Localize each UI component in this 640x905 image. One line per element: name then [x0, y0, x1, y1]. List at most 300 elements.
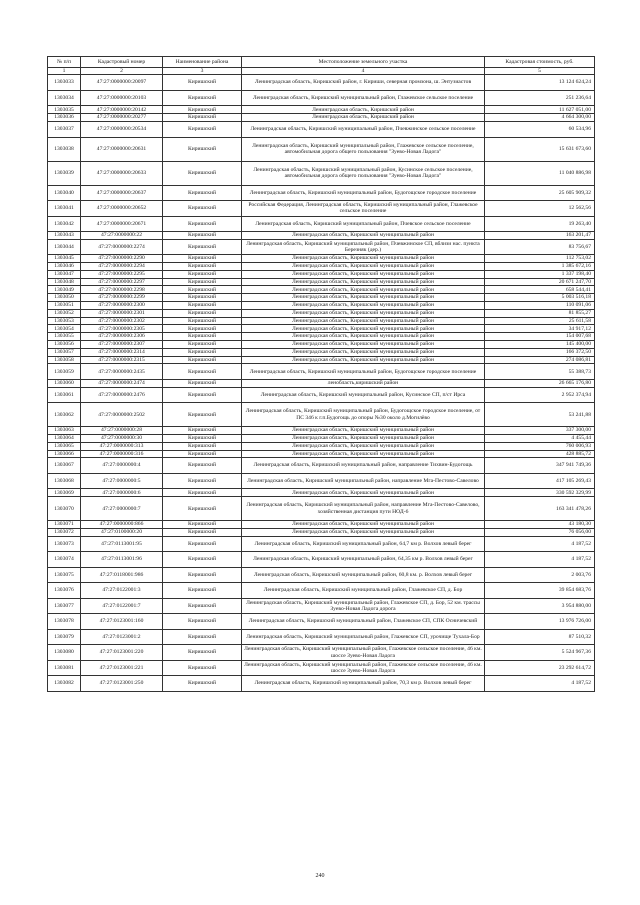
cadastral-number: 47:27:0000000:2314: [81, 348, 163, 356]
district-name: Киришский: [163, 497, 242, 521]
row-number: 1303066: [48, 450, 81, 458]
table-row: [48, 302, 595, 310]
row-number: 1303052: [48, 309, 81, 317]
plot-location: Ленинградская область, Киришский муниципальный район, Глажевское СП, СПК Осничевский: [242, 614, 485, 630]
cadastral-value: 5 524 967,36: [485, 645, 595, 661]
table-row: [48, 458, 595, 474]
row-number: 1303049: [48, 286, 81, 294]
table-row: [48, 341, 595, 349]
row-number: 1303072: [48, 529, 81, 537]
cadastral-value: 43 180,30: [485, 521, 595, 529]
register-sheet: [47, 56, 594, 692]
plot-location: Ленинградская область, Киришский муниципальный район, Глажевское сельское поселение, 46 км. шоссе Зуево-Новая Ладога: [242, 660, 485, 676]
cadastral-number: 47:27:0100000:20: [81, 529, 163, 537]
row-number: 1303082: [48, 676, 81, 692]
cadastral-number: 47:27:0000000:2298: [81, 286, 163, 294]
plot-location: Ленинградская область, Киришский муниципальный район, Будогощское городское поселение: [242, 364, 485, 380]
table-row: [48, 232, 595, 240]
land-plots-table: [47, 56, 595, 692]
district-name: Киришский: [163, 317, 242, 325]
row-number: 1303058: [48, 356, 81, 364]
plot-location: Ленинградская область, Киришский муниципальный район: [242, 270, 485, 278]
table-row: [48, 270, 595, 278]
cadastral-value: 11 627 051,00: [485, 106, 595, 114]
row-number: 1303046: [48, 263, 81, 271]
table-row: [48, 379, 595, 387]
plot-location: Ленинградская область, Киришский район: [242, 114, 485, 122]
plot-location: Ленинградская область, Киришский муниципальный район: [242, 529, 485, 537]
district-name: Киришский: [163, 379, 242, 387]
cadastral-number: 47:27:0000000:7: [81, 497, 163, 521]
district-name: Киришский: [163, 185, 242, 201]
table-body: [48, 75, 595, 691]
cadastral-number: 47:27:0122001:3: [81, 583, 163, 599]
plot-location: Ленинградская область, Киришский район: [242, 106, 485, 114]
plot-location: Ленинградская область, Киришский муниципальный район: [242, 255, 485, 263]
row-number: 1303039: [48, 161, 81, 185]
district-name: Киришский: [163, 536, 242, 552]
district-name: Киришский: [163, 427, 242, 435]
row-number: 1303076: [48, 583, 81, 599]
header-cadastral: Кадастровый номер: [81, 57, 163, 68]
plot-location: Ленинградская область, Киришский муниципальный район, 64,35 км р. Волхов левый берег: [242, 552, 485, 568]
cadastral-value: 4 455,44: [485, 435, 595, 443]
district-name: Киришский: [163, 521, 242, 529]
row-number: 1303070: [48, 497, 81, 521]
district-name: Киришский: [163, 356, 242, 364]
header-row: [48, 57, 595, 68]
row-number: 1303053: [48, 317, 81, 325]
plot-location: Российская Федерация, Ленинградская область, Киришский муниципальный район, Глажевское сельское поселение: [242, 201, 485, 217]
plot-location: Ленинградская область, Киришский муниципальный район: [242, 489, 485, 497]
row-number: 1303051: [48, 302, 81, 310]
row-number: 1303048: [48, 278, 81, 286]
cadastral-value: 12 562,56: [485, 201, 595, 217]
cadastral-value: 4 187,52: [485, 536, 595, 552]
cadastral-number: 47:27:0000000:20103: [81, 90, 163, 106]
cadastral-number: 47:27:0123001:250: [81, 676, 163, 692]
table-row: [48, 450, 595, 458]
district-name: Киришский: [163, 309, 242, 317]
table-row: [48, 356, 595, 364]
cadastral-number: 47:27:0000000:2306: [81, 333, 163, 341]
row-number: 1303061: [48, 387, 81, 403]
row-number: 1303045: [48, 255, 81, 263]
cadastral-number: 47:27:0000000:2315: [81, 356, 163, 364]
district-name: Киришский: [163, 450, 242, 458]
plot-location: ленобласть,киришский район: [242, 379, 485, 387]
plot-location: Ленинградская область, Киришский муниципальный район: [242, 427, 485, 435]
plot-location: Ленинградская область, Киришский муниципальный район, Будогощское городское поселение: [242, 185, 485, 201]
table-row: [48, 137, 595, 161]
cadastral-number: 47:27:0000000:2435: [81, 364, 163, 380]
cadastral-number: 47:27:0113001:95: [81, 536, 163, 552]
table-row: [48, 529, 595, 537]
table-row: [48, 286, 595, 294]
table-row: [48, 185, 595, 201]
cadastral-value: 110 091,06: [485, 302, 595, 310]
row-number: 1303059: [48, 364, 81, 380]
row-number: 1303071: [48, 521, 81, 529]
plot-location: Ленинградская область, Киришский муниципальный район, направление Тихвин-Будогощь: [242, 458, 485, 474]
district-name: Киришский: [163, 583, 242, 599]
cadastral-number: 47:27:0123001:160: [81, 614, 163, 630]
table-row: [48, 645, 595, 661]
plot-location: Ленинградская область, Киришский муниципальный район, Будогощское городское поселение, от ПС 346 к г.п.Будогощь до опоры №30 около д.Могилёво: [242, 403, 485, 427]
cadastral-number: 47:27:0000000:866: [81, 521, 163, 529]
plot-location: Ленинградская область, Киришский муниципальный район: [242, 286, 485, 294]
plot-location: Ленинградская область, Киришский муниципальный район, Глажевское СП, д. Бор, 52 км. трассы Зуево-Новая Ладога дорога: [242, 598, 485, 614]
row-number: 1303037: [48, 122, 81, 138]
district-name: Киришский: [163, 325, 242, 333]
plot-location: Ленинградская область, Киришский муниципальный район, Глажевское сельское поселение, автомобильная дорога общего пользования "Зуево-Новая Ладога": [242, 137, 485, 161]
plot-location: Ленинградская область, Киришский муниципальный район, Пчевжинское СП, вблизи нас. пункта Березняк (дер.): [242, 239, 485, 255]
plot-location: Ленинградская область, Киришский муниципальный район, Глажевское СП, урочище Тухала-Бор: [242, 629, 485, 645]
cadastral-value: 154 007,68: [485, 333, 595, 341]
cadastral-value: 87 510,32: [485, 629, 595, 645]
table-row: [48, 403, 595, 427]
row-number: 1303038: [48, 137, 81, 161]
row-number: 1303069: [48, 489, 81, 497]
table-row: [48, 294, 595, 302]
table-row: [48, 317, 595, 325]
cadastral-number: 47:27:0000000:20671: [81, 216, 163, 232]
plot-location: Ленинградская область, Киришский муниципальный район: [242, 341, 485, 349]
cadastral-value: 26 665 176,80: [485, 379, 595, 387]
table-row: [48, 263, 595, 271]
table-row: [48, 567, 595, 583]
cadastral-number: 47:27:0000000:313: [81, 442, 163, 450]
table-row: [48, 552, 595, 568]
table-row: [48, 309, 595, 317]
row-number: 1303074: [48, 552, 81, 568]
district-name: Киришский: [163, 403, 242, 427]
row-number: 1303050: [48, 294, 81, 302]
cadastral-number: 47:27:0000000:2294: [81, 263, 163, 271]
cadastral-number: 47:27:0000000:30: [81, 435, 163, 443]
district-name: Киришский: [163, 341, 242, 349]
cadastral-number: 47:27:0000000:2307: [81, 341, 163, 349]
cadastral-number: 47:27:0000000:2301: [81, 309, 163, 317]
plot-location: Ленинградская область, Киришский муниципальный район, 70,3 км р. Волхов левый берег: [242, 676, 485, 692]
plot-location: Ленинградская область, Киришский муниципальный район: [242, 278, 485, 286]
cadastral-value: 4 664 300,00: [485, 114, 595, 122]
column-number: 5: [485, 68, 595, 75]
row-number: 1303075: [48, 567, 81, 583]
column-number: 4: [242, 68, 485, 75]
row-number: 1303044: [48, 239, 81, 255]
cadastral-number: 47:27:0000000:5: [81, 473, 163, 489]
district-name: Киришский: [163, 137, 242, 161]
cadastral-value: 2 952 374,94: [485, 387, 595, 403]
cadastral-number: 47:27:0123001:220: [81, 645, 163, 661]
cadastral-number: 47:27:0000000:2274: [81, 239, 163, 255]
table-row: [48, 521, 595, 529]
district-name: Киришский: [163, 294, 242, 302]
table-row: [48, 536, 595, 552]
cadastral-number: 47:27:0113001:96: [81, 552, 163, 568]
row-number: 1303034: [48, 90, 81, 106]
cadastral-number: 47:27:0000000:20633: [81, 161, 163, 185]
cadastral-value: 53 241,88: [485, 403, 595, 427]
district-name: Киришский: [163, 263, 242, 271]
table-row: [48, 122, 595, 138]
cadastral-value: 337 300,00: [485, 427, 595, 435]
table-row: [48, 216, 595, 232]
district-name: Киришский: [163, 122, 242, 138]
district-name: Киришский: [163, 333, 242, 341]
district-name: Киришский: [163, 75, 242, 91]
plot-location: Ленинградская область, Киришский муниципальный район: [242, 302, 485, 310]
district-name: Киришский: [163, 529, 242, 537]
cadastral-value: 251 236,64: [485, 90, 595, 106]
row-number: 1303064: [48, 435, 81, 443]
table-row: [48, 387, 595, 403]
cadastral-value: 83 756,67: [485, 239, 595, 255]
cadastral-value: 20 671 247,70: [485, 278, 595, 286]
plot-location: Ленинградская область, Киришский муниципальный район: [242, 294, 485, 302]
cadastral-value: 39 854 683,76: [485, 583, 595, 599]
cadastral-value: 19 263,40: [485, 216, 595, 232]
table-row: [48, 348, 595, 356]
cadastral-value: 11 040 886,98: [485, 161, 595, 185]
row-number: 1303033: [48, 75, 81, 91]
plot-location: Ленинградская область, Киришский муниципальный район, 64,7 км р. Волхов левый берег: [242, 536, 485, 552]
plot-location: Ленинградская область, Киришский муниципальный район, Глажевское сельское поселение: [242, 90, 485, 106]
district-name: Киришский: [163, 364, 242, 380]
cadastral-value: 4 187,52: [485, 552, 595, 568]
cadastral-number: 47:27:0000000:28: [81, 427, 163, 435]
cadastral-value: 25 611,58: [485, 317, 595, 325]
plot-location: Ленинградская область, Киришский район, г. Кириши, северная промзона, ш. Энтузиастов: [242, 75, 485, 91]
row-number: 1303068: [48, 473, 81, 489]
district-name: Киришский: [163, 255, 242, 263]
plot-location: Ленинградская область, Киришский муниципальный район: [242, 435, 485, 443]
plot-location: Ленинградская область, Киришский муниципальный район: [242, 356, 485, 364]
cadastral-value: 76 056,00: [485, 529, 595, 537]
cadastral-number: 47:27:0000000:316: [81, 450, 163, 458]
district-name: Киришский: [163, 489, 242, 497]
district-name: Киришский: [163, 458, 242, 474]
cadastral-value: 23 292 614,72: [485, 660, 595, 676]
cadastral-number: 47:27:0000000:2302: [81, 317, 163, 325]
district-name: Киришский: [163, 567, 242, 583]
cadastral-value: 25 605 909,32: [485, 185, 595, 201]
cadastral-number: 47:27:0000000:20097: [81, 75, 163, 91]
table-row: [48, 364, 595, 380]
cadastral-number: 47:27:0000000:20142: [81, 106, 163, 114]
header-district: Наименование района: [163, 57, 242, 68]
district-name: Киришский: [163, 598, 242, 614]
cadastral-value: 112 753,02: [485, 255, 595, 263]
row-number: 1303079: [48, 629, 81, 645]
table-row: [48, 676, 595, 692]
table-row: [48, 598, 595, 614]
table-row: [48, 473, 595, 489]
row-number: 1303041: [48, 201, 81, 217]
cadastral-value: 330 592 329,99: [485, 489, 595, 497]
table-row: [48, 489, 595, 497]
cadastral-number: 47:27:0000000:2297: [81, 278, 163, 286]
table-row: [48, 629, 595, 645]
row-number: 1303067: [48, 458, 81, 474]
cadastral-value: 81 855,27: [485, 309, 595, 317]
plot-location: Ленинградская область, Киришский муниципальный район: [242, 442, 485, 450]
district-name: Киришский: [163, 114, 242, 122]
plot-location: Ленинградская область, Киришский муниципальный район, Глажевское СП, д. Бор: [242, 583, 485, 599]
table-row: [48, 114, 595, 122]
plot-location: Ленинградская область, Киришский муниципальный район, направление Мга-Пестово-Савелово: [242, 473, 485, 489]
table-row: [48, 278, 595, 286]
cadastral-number: 47:27:0000000:2474: [81, 379, 163, 387]
cadastral-value: 4 187,52: [485, 676, 595, 692]
plot-location: Ленинградская область, Киришский муниципальный район, Кусинское сельское поселение, автомобильная дорога общего пользования "Зуево-Новая Ладога": [242, 161, 485, 185]
row-number: 1303060: [48, 379, 81, 387]
row-number: 1303047: [48, 270, 81, 278]
cadastral-value: 163 201,47: [485, 232, 595, 240]
plot-location: Ленинградская область, Киришский муниципальный район, направление Мга-Пестово-Савелово, хозяйственная дистанция пути НОД-6: [242, 497, 485, 521]
row-number: 1303073: [48, 536, 81, 552]
table-row: [48, 90, 595, 106]
cadastral-number: 47:27:0000000:2305: [81, 325, 163, 333]
district-name: Киришский: [163, 201, 242, 217]
cadastral-value: 417 105 269,43: [485, 473, 595, 489]
district-name: Киришский: [163, 161, 242, 185]
plot-location: Ленинградская область, Киришский муниципальный район, Кусинское СП, п/ст Ирса: [242, 387, 485, 403]
district-name: Киришский: [163, 442, 242, 450]
page-number: 240: [315, 873, 325, 879]
cadastral-number: 47:27:0000000:4: [81, 458, 163, 474]
cadastral-value: 13 124 624,24: [485, 75, 595, 91]
table-row: [48, 239, 595, 255]
cadastral-number: 47:27:0000000:2476: [81, 387, 163, 403]
district-name: Киришский: [163, 435, 242, 443]
cadastral-value: 145 400,00: [485, 341, 595, 349]
row-number: 1303036: [48, 114, 81, 122]
cadastral-number: 47:27:0000000:2300: [81, 302, 163, 310]
district-name: Киришский: [163, 387, 242, 403]
cadastral-value: 13 976 726,00: [485, 614, 595, 630]
table-row: [48, 435, 595, 443]
district-name: Киришский: [163, 270, 242, 278]
cadastral-number: 47:27:0000000:20534: [81, 122, 163, 138]
table-row: [48, 427, 595, 435]
cadastral-number: 47:27:0000000:2290: [81, 255, 163, 263]
district-name: Киришский: [163, 473, 242, 489]
district-name: Киришский: [163, 552, 242, 568]
cadastral-number: 47:27:0000000:2502: [81, 403, 163, 427]
district-name: Киришский: [163, 614, 242, 630]
header-num: № п/п: [48, 57, 81, 68]
row-number: 1303065: [48, 442, 81, 450]
table-row: [48, 201, 595, 217]
table-row: [48, 333, 595, 341]
header-location: Местоположение земельного участка: [242, 57, 485, 68]
cadastral-value: 658 544,41: [485, 286, 595, 294]
cadastral-value: 1 337 198,40: [485, 270, 595, 278]
cadastral-value: 347 941 749,36: [485, 458, 595, 474]
column-number: 2: [81, 68, 163, 75]
district-name: Киришский: [163, 645, 242, 661]
row-number: 1303063: [48, 427, 81, 435]
row-number: 1303056: [48, 341, 81, 349]
table-row: [48, 583, 595, 599]
cadastral-number: 47:27:0000000:2295: [81, 270, 163, 278]
row-number: 1303081: [48, 660, 81, 676]
row-number: 1303055: [48, 333, 81, 341]
table-row: [48, 106, 595, 114]
plot-location: Ленинградская область, Киришский муниципальный район: [242, 450, 485, 458]
district-name: Киришский: [163, 278, 242, 286]
cadastral-number: 47:27:0000000:22: [81, 232, 163, 240]
cadastral-value: 1 385 672,16: [485, 263, 595, 271]
district-name: Киришский: [163, 629, 242, 645]
district-name: Киришский: [163, 302, 242, 310]
column-number: 3: [163, 68, 242, 75]
plot-location: Ленинградская область, Киришский муниципальный район, Пчевское сельское поселение: [242, 216, 485, 232]
cadastral-number: 47:27:0000000:2299: [81, 294, 163, 302]
plot-location: Ленинградская область, Киришский муниципальный район: [242, 232, 485, 240]
row-number: 1303042: [48, 216, 81, 232]
table-row: [48, 161, 595, 185]
plot-location: Ленинградская область, Киришский муниципальный район: [242, 348, 485, 356]
district-name: Киришский: [163, 239, 242, 255]
plot-location: Ленинградская область, Киришский муниципальный район: [242, 309, 485, 317]
plot-location: Ленинградская область, Киришский муниципальный район: [242, 317, 485, 325]
cadastral-value: 55 388,73: [485, 364, 595, 380]
cadastral-number: 47:27:0122001:7: [81, 598, 163, 614]
district-name: Киришский: [163, 660, 242, 676]
cadastral-number: 47:27:0118001:986: [81, 567, 163, 583]
column-number: 1: [48, 68, 81, 75]
row-number: 1303054: [48, 325, 81, 333]
row-number: 1303035: [48, 106, 81, 114]
cadastral-value: 15 631 673,60: [485, 137, 595, 161]
cadastral-value: 760 006,93: [485, 442, 595, 450]
row-number: 1303043: [48, 232, 81, 240]
cadastral-value: 2 003,76: [485, 567, 595, 583]
row-number: 1303077: [48, 598, 81, 614]
row-number: 1303057: [48, 348, 81, 356]
table-row: [48, 255, 595, 263]
cadastral-number: 47:27:0000000:20631: [81, 137, 163, 161]
district-name: Киришский: [163, 106, 242, 114]
cadastral-value: 34 917,12: [485, 325, 595, 333]
cadastral-number: 47:27:0123001:221: [81, 660, 163, 676]
district-name: Киришский: [163, 216, 242, 232]
row-number: 1303062: [48, 403, 81, 427]
table-row: [48, 497, 595, 521]
plot-location: Ленинградская область, Киришский муниципальный район: [242, 325, 485, 333]
cadastral-number: 47:27:0000000:20637: [81, 185, 163, 201]
table-row: [48, 660, 595, 676]
cadastral-value: 3 954 880,00: [485, 598, 595, 614]
plot-location: Ленинградская область, Киришский муниципальный район, 60,8 км. р. Волхов левый берег: [242, 567, 485, 583]
plot-location: Ленинградская область, Киришский муниципальный район: [242, 521, 485, 529]
column-number-row: [48, 68, 595, 75]
table-row: [48, 442, 595, 450]
row-number: 1303040: [48, 185, 81, 201]
cadastral-value: 163 341 478,26: [485, 497, 595, 521]
cadastral-value: 274 086,81: [485, 356, 595, 364]
district-name: Киришский: [163, 348, 242, 356]
table-row: [48, 614, 595, 630]
plot-location: Ленинградская область, Киришский муниципальный район, Пчевжинское сельское поселение: [242, 122, 485, 138]
district-name: Киришский: [163, 232, 242, 240]
cadastral-value: 166 372,50: [485, 348, 595, 356]
header-value: Кадастровая стоимость, руб.: [485, 57, 595, 68]
plot-location: Ленинградская область, Киришский муниципальный район, Глажевское сельское поселение, 46 км. шоссе Зуево-Новая Ладога: [242, 645, 485, 661]
